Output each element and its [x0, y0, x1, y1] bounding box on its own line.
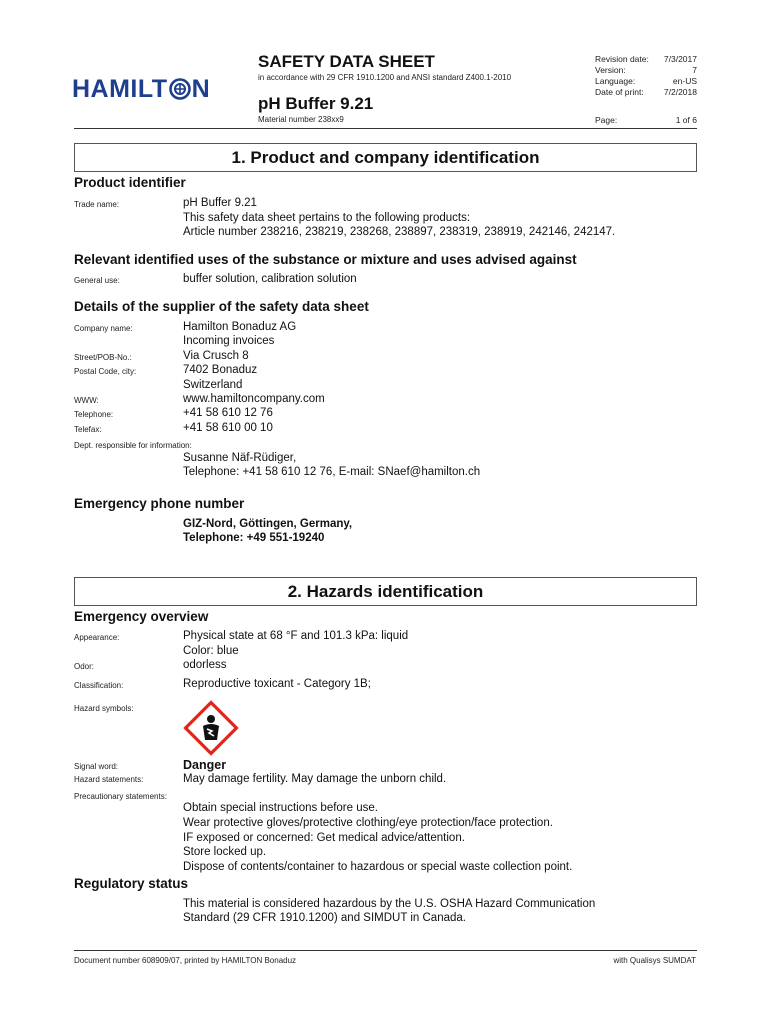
logo-text-right: N: [191, 75, 211, 103]
logo-text-left: HAMILT: [72, 75, 168, 103]
version: 7: [692, 65, 697, 75]
precautionary-label: Precautionary statements:: [74, 792, 167, 801]
odor-label: Odor:: [74, 662, 95, 671]
odor: odorless: [183, 659, 227, 671]
telefax-label: Telefax:: [74, 425, 102, 434]
language-label: Language:: [595, 76, 636, 86]
date-of-print: 7/2/2018: [663, 87, 697, 97]
classification: Reproductive toxicant - Category 1B;: [183, 678, 371, 690]
precautionary-line-5: Dispose of contents/container to hazardous or special waste collection point.: [183, 861, 573, 873]
section-1-box: [74, 143, 697, 172]
page-number: 1 of 6: [675, 115, 697, 125]
telefax: +41 58 610 00 10: [183, 422, 273, 434]
www-label: WWW:: [74, 396, 99, 405]
street-label: Street/POB-No.:: [74, 353, 132, 362]
emergency-phone-heading: Emergency phone number: [74, 496, 245, 511]
postal-label: Postal Code, city:: [74, 367, 137, 376]
general-use-label: General use:: [74, 276, 120, 285]
signal-word-label: Signal word:: [74, 762, 119, 771]
appearance-line-2: Color: blue: [183, 645, 239, 657]
classification-label: Classification:: [74, 681, 124, 690]
postal-city: 7402 Bonaduz: [183, 364, 258, 376]
emergency-line-1: GIZ-Nord, Göttingen, Germany,: [183, 518, 353, 530]
company-name-label: Company name:: [74, 324, 133, 333]
emergency-line-2: Telephone: +49 551-19240: [183, 532, 325, 544]
precautionary-line-2: Wear protective gloves/protective clothing/eye protection/face protection.: [183, 817, 553, 829]
product-title: pH Buffer 9.21: [258, 94, 374, 113]
material-number: Material number 238xx9: [258, 115, 344, 124]
general-use: buffer solution, calibration solution: [183, 273, 357, 285]
appearance-label: Appearance:: [74, 633, 120, 642]
uses-heading: Relevant identified uses of the substance or mixture and uses advised against: [74, 252, 577, 267]
dept-line-2: Telephone: +41 58 610 12 76, E-mail: SNaef@hamilton.ch: [183, 466, 481, 478]
product-identifier-heading: Product identifier: [74, 175, 186, 190]
precautionary-line-3: IF exposed or concerned: Get medical advice/attention.: [183, 832, 465, 844]
hazard-symbols-label: Hazard symbols:: [74, 704, 134, 713]
regulatory-status-heading: Regulatory status: [74, 876, 189, 891]
section-2-title: 2. Hazards identification: [287, 582, 484, 601]
hazard-statements: May damage fertility. May damage the unborn child.: [183, 773, 447, 785]
doc-subtitle: in accordance with 29 CFR 1910.1200 and ANSI standard Z400.1-2010: [258, 73, 512, 82]
street: Via Crusch 8: [183, 350, 249, 362]
appearance-line-1: Physical state at 68 °F and 101.3 kPa: liquid: [183, 630, 409, 642]
revision-date-label: Revision date:: [595, 54, 649, 64]
company-line-2: Incoming invoices: [183, 335, 275, 347]
trade-name-line-2: This safety data sheet pertains to the following products:: [183, 212, 471, 224]
website-link[interactable]: www.hamiltoncompany.com: [183, 393, 325, 405]
trade-name-label: Trade name:: [74, 200, 120, 209]
header-divider: [74, 128, 697, 129]
section-2-box: [74, 577, 697, 606]
date-of-print-label: Date of print:: [595, 87, 644, 97]
hazard-statements-label: Hazard statements:: [74, 775, 144, 784]
telephone-label: Telephone:: [74, 410, 114, 419]
revision-date: 7/3/2017: [663, 54, 697, 64]
signal-word: Danger: [183, 758, 227, 772]
health-hazard-ghs08-icon: [183, 700, 239, 756]
company-name: Hamilton Bonaduz AG: [183, 321, 297, 333]
language: en-US: [672, 76, 697, 86]
footer-left: Document number 608909/07, printed by HAMILTON Bonaduz: [74, 956, 297, 965]
footer-divider: [74, 950, 697, 951]
footer-right: with Qualisys SUMDAT: [613, 956, 696, 965]
hamilton-logo: [72, 75, 210, 103]
hamilton-o-logo-icon: [169, 78, 191, 100]
country: Switzerland: [183, 379, 243, 391]
supplier-heading: Details of the supplier of the safety data sheet: [74, 299, 369, 314]
version-label: Version:: [595, 65, 626, 75]
precautionary-line-1: Obtain special instructions before use.: [183, 802, 378, 814]
dept-label: Dept. responsible for information:: [74, 441, 192, 450]
precautionary-line-4: Store locked up.: [183, 846, 267, 858]
page-label: Page:: [595, 115, 618, 125]
emergency-overview-heading: Emergency overview: [74, 609, 209, 624]
dept-line-1: Susanne Näf-Rüdiger,: [183, 452, 297, 464]
trade-name-line-1: pH Buffer 9.21: [183, 197, 257, 209]
trade-name-line-3: Article number 238216, 238219, 238268, 238897, 238319, 238919, 242146, 242147.: [183, 226, 616, 238]
regulatory-line-1: This material is considered hazardous by the U.S. OSHA Hazard Communication: [183, 898, 596, 910]
section-1-title: 1. Product and company identification: [231, 148, 540, 167]
regulatory-line-2: Standard (29 CFR 1910.1200) and SIMDUT in Canada.: [183, 912, 466, 924]
telephone: +41 58 610 12 76: [183, 407, 273, 419]
doc-title: SAFETY DATA SHEET: [258, 52, 435, 71]
